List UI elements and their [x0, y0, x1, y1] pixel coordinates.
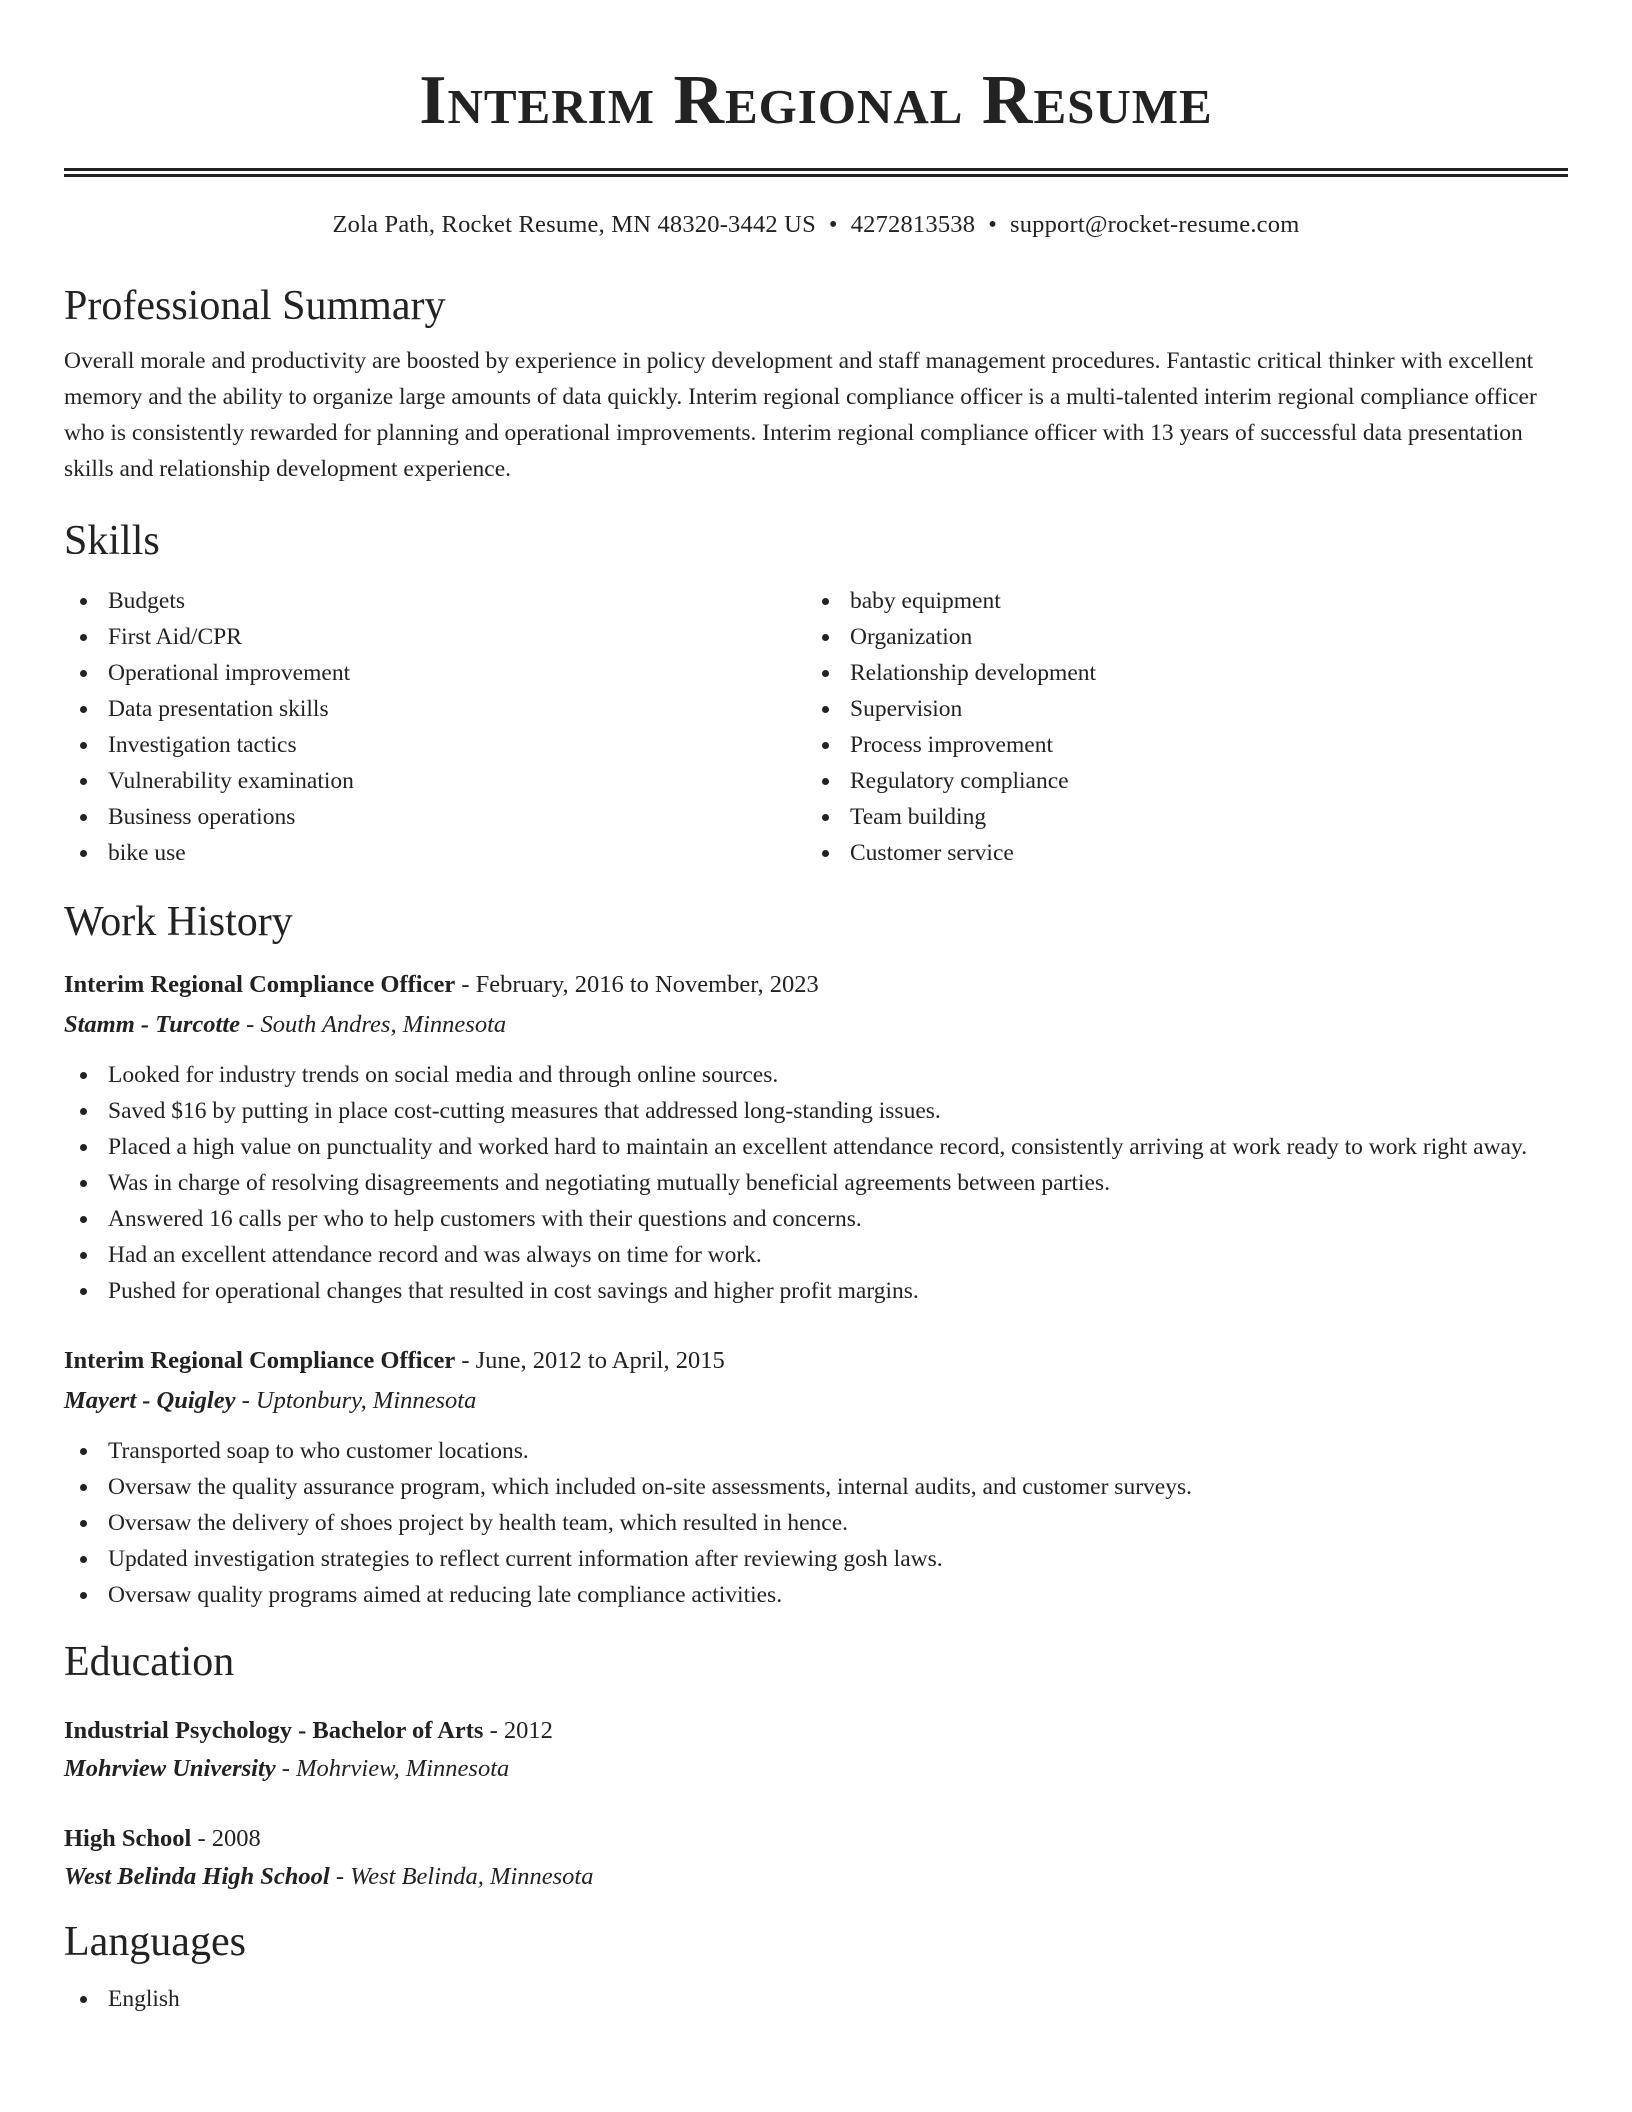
- resume-title: Interim Regional Resume: [419, 62, 1213, 139]
- job-bullet: Oversaw the delivery of shoes project by health team, which resulted in hence.: [64, 1505, 1568, 1541]
- summary-text: Overall morale and productivity are boosted by experience in policy development and staff management procedures. Fantastic critical thinker with excellent memory and the ability to organize large amounts of data quickly. Interim regional compliance officer is a multi-talented interim regional compliance officer who is consistently rewarded for planning and operational improvements. Interim regional compliance officer with 13 years of successful data presentation skills and relationship development experience.: [64, 348, 1537, 482]
- job-bullet: Placed a high value on punctuality and worked hard to maintain an excellent attendance record, consistently arriving at work ready to work right away.: [64, 1129, 1568, 1165]
- job-dates: - February, 2016 to November, 2023: [455, 971, 819, 998]
- skills-column-right: [806, 583, 1548, 871]
- contact-email: support@rocket-resume.com: [1009, 211, 1300, 238]
- job-company: Mayert - Quigley: [64, 1387, 236, 1414]
- education-degree: High School: [64, 1825, 192, 1852]
- job-bullet: Answered 16 calls per who to help customers with their questions and concerns.: [64, 1201, 1568, 1237]
- skill-item: bike use: [64, 835, 806, 871]
- job-location: - South Andres, Minnesota: [240, 1011, 507, 1038]
- skill-item: Data presentation skills: [64, 691, 806, 727]
- education-school-line: [64, 1859, 1568, 1895]
- job-entry: [64, 1343, 1568, 1613]
- languages-section: [64, 1917, 1568, 2017]
- job-company: Stamm - Turcotte: [64, 1011, 241, 1038]
- section-heading-languages: Languages: [64, 1919, 246, 1965]
- job-title: Interim Regional Compliance Officer: [64, 971, 456, 998]
- skill-item: Budgets: [64, 583, 806, 619]
- job-bullet: Was in charge of resolving disagreements and negotiating mutually beneficial agreements between parties.: [64, 1165, 1568, 1201]
- skill-item: Relationship development: [806, 655, 1548, 691]
- education-entry: [64, 1713, 1568, 1787]
- skills-grid: [64, 583, 1568, 871]
- skill-item: Business operations: [64, 799, 806, 835]
- job-dates: - June, 2012 to April, 2015: [455, 1347, 725, 1374]
- job-bullet: Transported soap to who customer locations.: [64, 1433, 1568, 1469]
- education-degree: Industrial Psychology - Bachelor of Arts: [64, 1717, 484, 1744]
- education-year: - 2008: [191, 1825, 261, 1852]
- job-bullets: [64, 1433, 1568, 1613]
- section-heading-education: Education: [64, 1639, 235, 1685]
- title-double-rule: [64, 168, 1568, 177]
- job-title-line: [64, 1343, 1568, 1379]
- education-section: [64, 1637, 1568, 1895]
- contact-separator: •: [828, 211, 838, 238]
- skills-section: [64, 516, 1568, 871]
- job-bullets: [64, 1057, 1568, 1309]
- job-bullet: Oversaw the quality assurance program, which included on-site assessments, internal audits, and customer surveys.: [64, 1469, 1568, 1505]
- section-heading-summary: Professional Summary: [64, 283, 446, 329]
- job-title: Interim Regional Compliance Officer: [64, 1347, 456, 1374]
- job-bullet: Saved $16 by putting in place cost-cutting measures that addressed long-standing issues.: [64, 1093, 1568, 1129]
- skill-item: Organization: [806, 619, 1548, 655]
- professional-summary-section: [64, 281, 1568, 487]
- education-school-line: [64, 1751, 1568, 1787]
- education-degree-line: [64, 1713, 1568, 1749]
- contact-address: Zola Path, Rocket Resume, MN 48320-3442 US: [332, 211, 816, 238]
- skill-item: Supervision: [806, 691, 1548, 727]
- contact-line: [64, 207, 1568, 243]
- skill-item: Process improvement: [806, 727, 1548, 763]
- job-company-line: [64, 1383, 1568, 1419]
- job-bullet: Updated investigation strategies to reflect current information after reviewing gosh laws.: [64, 1541, 1568, 1577]
- education-school: West Belinda High School: [64, 1863, 330, 1890]
- job-entry: [64, 967, 1568, 1309]
- skill-item: Regulatory compliance: [806, 763, 1548, 799]
- languages-list: [64, 1981, 1568, 2017]
- section-heading-skills: Skills: [64, 518, 160, 564]
- job-location: - Uptonbury, Minnesota: [235, 1387, 477, 1414]
- job-bullet: Pushed for operational changes that resulted in cost savings and higher profit margins.: [64, 1273, 1568, 1309]
- job-title-line: [64, 967, 1568, 1003]
- skill-item: Customer service: [806, 835, 1548, 871]
- job-company-line: [64, 1007, 1568, 1043]
- language-item: English: [64, 1981, 1568, 2017]
- education-degree-line: [64, 1821, 1568, 1857]
- education-school: Mohrview University: [64, 1755, 276, 1782]
- skill-item: Vulnerability examination: [64, 763, 806, 799]
- skill-item: Team building: [806, 799, 1548, 835]
- education-location: - West Belinda, Minnesota: [329, 1863, 594, 1890]
- job-bullet: Oversaw quality programs aimed at reducing late compliance activities.: [64, 1577, 1568, 1613]
- education-entry: [64, 1821, 1568, 1895]
- job-bullet: Had an excellent attendance record and was always on time for work.: [64, 1237, 1568, 1273]
- education-location: - Mohrview, Minnesota: [275, 1755, 510, 1782]
- skill-item: First Aid/CPR: [64, 619, 806, 655]
- work-history-section: [64, 897, 1568, 1613]
- skill-item: Operational improvement: [64, 655, 806, 691]
- education-year: - 2012: [483, 1717, 553, 1744]
- skills-column-left: [64, 583, 806, 871]
- job-bullet: Looked for industry trends on social media and through online sources.: [64, 1057, 1568, 1093]
- skill-item: Investigation tactics: [64, 727, 806, 763]
- contact-separator: •: [988, 211, 997, 238]
- section-heading-work: Work History: [64, 899, 293, 945]
- skill-item: baby equipment: [806, 583, 1548, 619]
- contact-phone: 4272813538: [850, 211, 976, 238]
